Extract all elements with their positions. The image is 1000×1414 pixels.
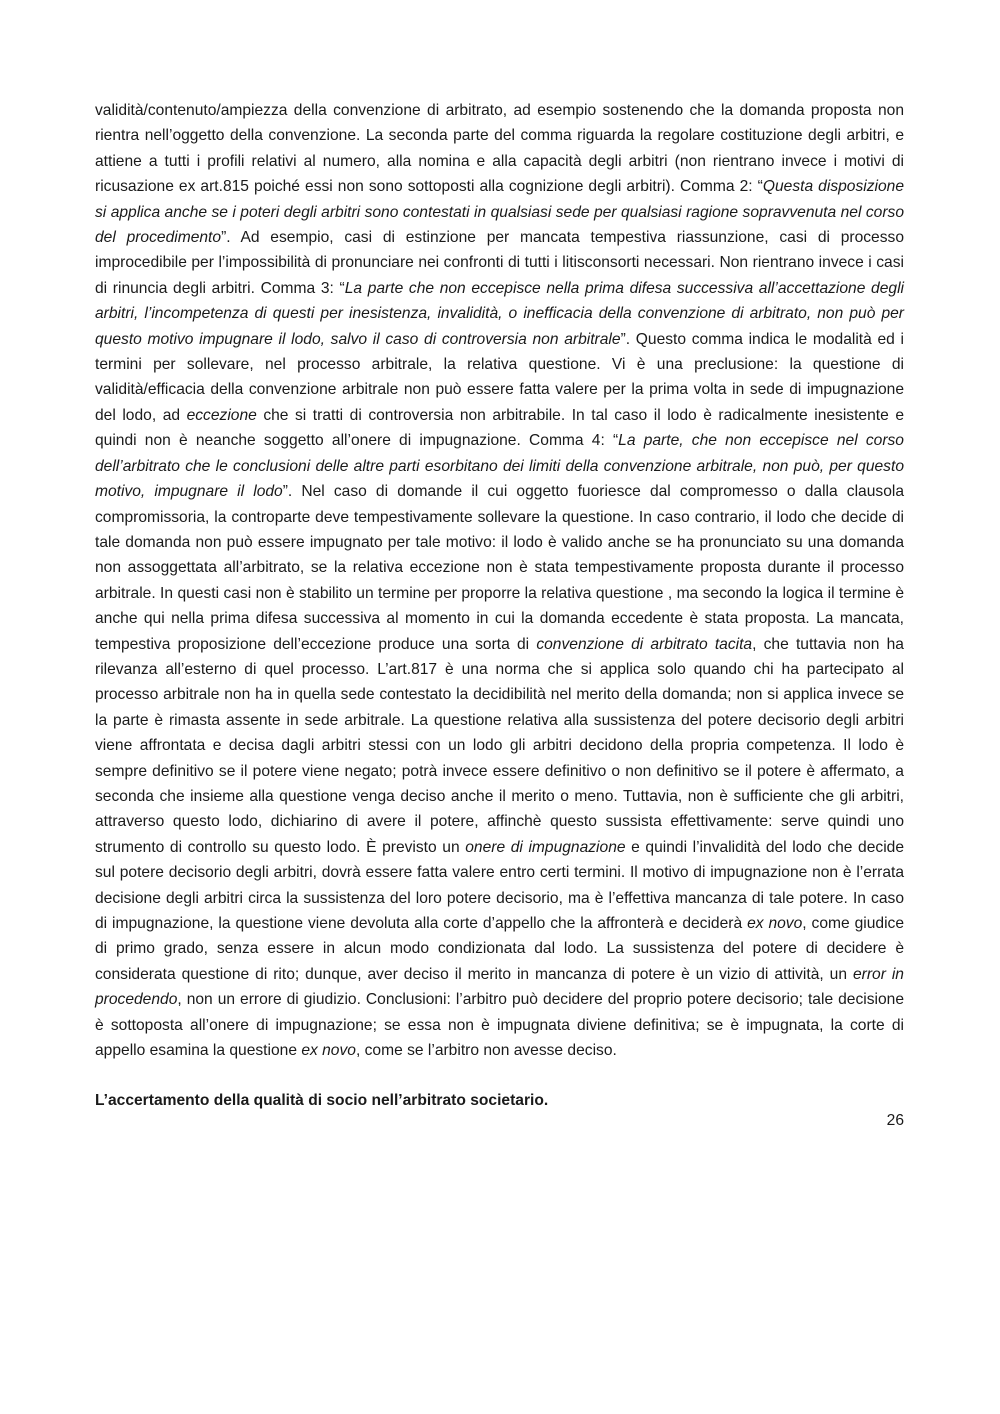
italic-text-segment: ex novo [301, 1042, 356, 1060]
italic-text-segment: error in procedendo [95, 965, 904, 1009]
text-segment: , come giudice di primo grado, senza essere in alcun modo condizionata dal lodo. La sussistenza del potere di decidere è considerata questione di rito; dunque, aver deciso il merito in mancanza di potere è un vizio di attività, un [95, 915, 905, 983]
text-segment: , che tuttavia non ha rilevanza all’esterno di quel processo. L’art.817 è una norma che si applica solo quando chi ha partecipato al processo arbitrale non ha in quella sede contestato la decidibilità nel merito della domanda; non si applica invece se la parte è rimasta assente in sede arbitrale. La questione relativa alla sussistenza del potere decisorio degli arbitri viene affrontata e decisa dagli arbitri stessi con un lodo gli arbitri decidono della propria competenza. Il lodo è sempre definitivo se il potere viene negato; potrà invece essere definitivo o non definitivo se il potere è affermato, a seconda che insieme alla questione venga deciso anche il merito o meno. Tuttavia, non è sufficiente che gli arbitri, attraverso questo lodo, dichiarino di avere il potere, affinchè questo sussista effettivamente: serve quindi uno strumento di controllo su questo lodo. È previsto un [95, 635, 904, 856]
text-segment: che si tratti di controversia non arbitrabile. In tal caso il lodo è radicalmente inesistente e quindi non è neanche soggetto all’onere di impugnazione. Comma 4: “ [95, 406, 904, 450]
italic-text-segment: Questa disposizione si applica anche se i poteri degli arbitri sono contestati in qualsiasi sede per qualsiasi ragione sopravvenuta nel corso del procedimento [95, 178, 904, 247]
italic-text-segment: ex novo [747, 915, 803, 932]
italic-text-segment: eccezione [186, 406, 257, 424]
page-number: 26 [886, 1112, 904, 1129]
body-paragraph [95, 98, 904, 1063]
italic-text-segment: onere di impugnazione [465, 838, 626, 856]
italic-text-segment: La parte, che non eccepisce nel corso dell’arbitrato che le conclusioni delle altre parti esorbitano dei limiti della convenzione arbitrale, non può, per questo motivo, impugnare il lodo [95, 432, 904, 501]
text-segment: , non un errore di giudizio. Conclusioni: l’arbitro può decidere del proprio potere decisorio; tale decisione è sottoposta all’onere di impugnazione; se essa non è impugnata diviene definitiva; se è impugnata, la corte di appello esamina la questione [95, 991, 904, 1060]
text-segment: e quindi l’invalidità del lodo che decide sul potere decisorio degli arbitri, dovrà essere fatta valere entro certi termini. Il motivo di impugnazione non è l’errata decisione degli arbitri circa la sussistenza del loro potere decisorio, ma è l’effettiva mancanza di tale potere. In caso di impugnazione, la questione viene devoluta alla corte d’appello che la affronterà e deciderà [95, 838, 905, 932]
text-segment: , come se l’arbitro non avesse deciso. [355, 1042, 617, 1060]
text-segment: ”. Ad esempio, casi di estinzione per mancata tempestiva riassunzione, casi di processo improcedibile per l’impossibilità di pronunciare nei confronti di tutti i litisconsorti necessari. Non rientrano invece i casi di rinuncia degli arbitri. Comma 3: “ [95, 229, 904, 297]
document-page [95, 98, 904, 1114]
text-segment: validità/contenuto/ampiezza della convenzione di arbitrato, ad esempio sostenendo che la domanda proposta non rientra nell’oggetto della convenzione. La seconda parte del comma riguarda la regolare costituzione degli arbitri, e attiene a tutti i profili relativi al numero, alla nomina e alla capacità degli arbitri (non rientrano invece i motivi di ricusazione ex art.815 poiché essi non sono sottoposti alla cognizione degli arbitri). Comma 2: “ [95, 102, 904, 196]
italic-text-segment: La parte che non eccepisce nella prima difesa successiva all’accettazione degli arbitri, l’incompetenza di questi per inesistenza, invalidità, o inefficacia della convenzione di arbitrato, non può per questo motivo impugnare il lodo, salvo il caso di controversia non arbitrale [95, 279, 905, 348]
text-segment: ”. Questo comma indica le modalità ed i termini per sollevare, nel processo arbitrale, la relativa questione. Vi è una preclusione: la questione di validità/efficacia della convenzione arbitrale non può essere fatta valere per la prima volta in sede di impugnazione del lodo, ad [95, 330, 905, 424]
text-segment: ”. Nel caso di domande il cui oggetto fuoriesce dal compromesso o dalla clausola compromissoria, la controparte deve tempestivamente sollevare la questione. In caso contrario, il lodo che decide di tale domanda non può essere impugnato per tale motivo: il lodo è valido anche se ha pronunciato su una domanda non assoggettata all’arbitrato, se la relativa eccezione non è stata tempestivamente proposta durante il processo arbitrale. In questi casi non è stabilito un termine per proporre la relativa questione , ma secondo la logica il termine è anche qui nella prima difesa successiva al momento in cui la domanda eccedente è stata proposta. La mancata, tempestiva proposizione dell’eccezione produce una sorta di [95, 483, 905, 653]
italic-text-segment: convenzione di arbitrato tacita [536, 635, 753, 653]
section-heading: L’accertamento della qualità di socio nell’arbitrato societario. [95, 1092, 549, 1110]
